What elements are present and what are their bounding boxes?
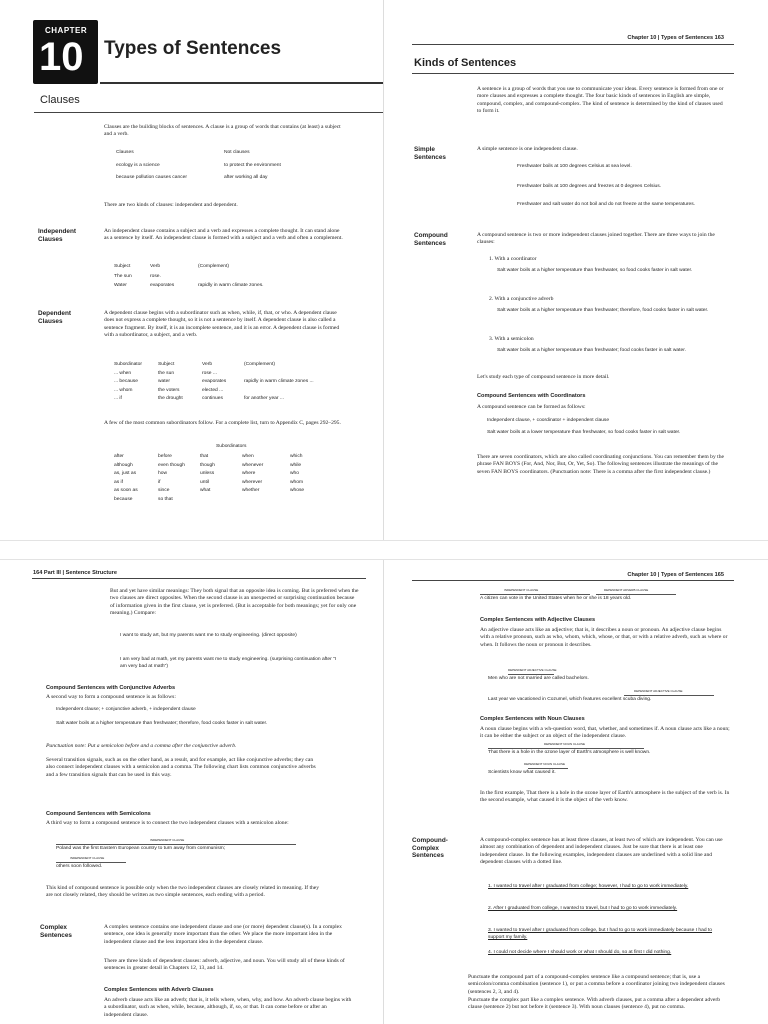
coordinators-text: A compound sentence can be formed as follows: <box>477 404 586 410</box>
table-cell: evaporates <box>150 283 175 289</box>
transition-signals-text: Several transition signals, such as on the other hand, as a result, and for example, act like conjunctive adverbs; they can also connect independent clauses with a semicolon and a comma. The following chart lists common conjunctive adverbs and a few transition signals that can be used in this way. <box>46 757 316 778</box>
table-cell: whether <box>242 488 260 494</box>
conjunctive-adverb-example: Salt water boils at a higher temperature than freshwater; therefore, food cooks faster in salt water. <box>56 721 268 726</box>
clause-label-rule <box>480 594 590 595</box>
table-cell: water <box>158 379 170 385</box>
noun-clauses-heading: Complex Sentences with Noun Clauses <box>480 716 585 722</box>
table-cell: the voters <box>158 387 180 393</box>
conjunctive-adverbs-heading: Compound Sentences with Conjunctive Adverbs <box>46 685 176 691</box>
header-rule <box>412 44 734 45</box>
clause-label: DEPENDENT ADVERB CLAUSE <box>604 588 649 592</box>
coordinators-heading: Compound Sentences with Coordinators <box>477 393 586 399</box>
clause-example: because pollution causes cancer <box>116 175 187 181</box>
dependent-clauses-text: A dependent clause begins with a subordinator such as when, while, if, that, or who. A dependent clause does not express a complete thought, so it is not a sentence by itself. A dependent clause is also called a sentence fragment. By itself, it is an incomplete sentence, and it is an error. A dependent clause is formed with a subordinator, a subject, and a verb. <box>104 310 340 339</box>
compound-complex-example-4: 4. I could not decide where I should work or what I should do, so at first I did nothing. <box>488 950 672 955</box>
compound-sentences-heading: Compound Sentences <box>414 232 448 247</box>
kinds-intro: A sentence is a group of words that you use to communicate your ideas. Every sentence is formed from one or more clauses and expresses a complete thought. The four basic kinds of sentences in English are simple, compound, complex, and compound-complex. The kind of sentence is determined by the kind of clauses used to form it. <box>477 86 724 115</box>
adverb-clauses-text: An adverb clause acts like an adverb; that is, it tells where, when, why, and how. An adverb clause begins with a subordinator, such as when, while, because, although, if, so, or that. It can come before or after an independent clause. <box>104 997 352 1018</box>
page-164 <box>0 560 384 1024</box>
header-rule <box>412 580 734 581</box>
table-cell: before <box>158 454 172 459</box>
dependent-clause-table <box>114 362 354 403</box>
complex-sentences-heading: Complex Sentences <box>40 924 72 939</box>
table-cell: how <box>158 471 167 477</box>
table-cell: as, just as <box>114 471 137 477</box>
table-cell: as soon as <box>114 488 138 494</box>
table-cell: the sun <box>158 370 175 376</box>
semicolon-example-2: others soon followed. <box>56 864 103 869</box>
compound-complex-example-1: 1. I wanted to travel after I graduated from college; however, I had to go to work immediately. <box>488 884 689 889</box>
table-cell <box>244 388 354 395</box>
semicolon-example-1: Poland was the first Eastern European country to turn away from communism; <box>56 846 226 851</box>
clauses-intro: Clauses are the building blocks of sentences. A clause is a group of words that contains (at least) a subject and a verb. <box>104 124 341 138</box>
table-cell: Water <box>114 283 127 289</box>
noun-example-2: Scientists know what caused it. <box>488 770 556 775</box>
table-cell: whose <box>290 488 305 494</box>
independent-clauses-text: An independent clause contains a subject and a verb and expresses a complete thought. It can stand alone as a sentence by itself. An independent clause is formed with a subject and a verb and often a complement. <box>104 228 343 242</box>
table-cell: wherever <box>242 479 263 485</box>
conjunctive-adverb-formula: Independent clause; + conjunctive adverb, + independent clause <box>56 707 196 712</box>
running-header: Chapter 10 | Types of Sentences 165 <box>627 572 724 578</box>
subordinators-heading: Subordinators <box>216 444 247 449</box>
clause-example: ecology is a science <box>116 162 160 168</box>
independent-clause-table <box>114 264 334 290</box>
adverb-clauses-heading: Complex Sentences with Adverb Clauses <box>104 987 214 993</box>
but-yet-text: But and yet have similar meanings: They both signal that an opposite idea is coming. But is preferred when the two clauses are direct opposites. When the second clause is an unexpected or surprising continuation because of information given in the first clause, yet is preferred. (But is acceptable for both meanings; yet for only one meaning.) Compare: <box>110 588 359 617</box>
table-cell: Subordinator <box>114 362 143 367</box>
way-1-example: Salt water boils at a higher temperature than freshwater, so food cooks faster in salt water. <box>497 268 693 273</box>
clause-label-rule <box>488 748 644 749</box>
section-heading: Kinds of Sentences <box>414 57 517 69</box>
table-cell <box>244 371 354 378</box>
clause-label: DEPENDENT ADJECTIVE CLAUSE <box>634 689 683 693</box>
clauses-example-table <box>116 150 316 182</box>
adverb-clause-example: A citizen can vote in the United States when he or she is 18 years old. <box>480 596 632 601</box>
table-cell: what <box>200 488 211 494</box>
independent-clauses-heading: Independent Clauses <box>38 228 76 243</box>
table-cell: when <box>242 454 254 459</box>
way-2-example: Salt water boils at a higher temperature than freshwater; therefore, food cooks faster in salt water. <box>497 308 709 313</box>
clause-label-rule <box>596 594 676 595</box>
title-rule <box>100 82 384 84</box>
table-cell: (Complement) <box>198 264 229 269</box>
clause-label: INDEPENDENT CLAUSE <box>150 838 185 842</box>
complex-sentences-text: A complex sentence contains one independent clause and one (or more) dependent clause(s). In a complex sentence, one idea is generally more important than the other. We place the more important idea in the independent clause and the less important idea in the dependent clause. <box>104 924 342 945</box>
table-cell: for another year ... <box>244 396 284 402</box>
complex-sentences-more: There are three kinds of dependent clauses: adverb, adjective, and noun. You will study all of these kinds of sentences in greater detail in Chapters 12, 13, and 14. <box>104 958 345 972</box>
table-cell <box>200 497 242 504</box>
header-rule <box>32 578 366 579</box>
table-cell: ... when <box>114 370 132 376</box>
noun-clauses-more: In the first example, That there is a hole in the ozone layer of Earth's atmosphere is the subject of the verb is. In the second example, what caused it is the object of the verb know. <box>480 790 730 804</box>
table-cell <box>198 274 334 281</box>
table-cell: evaporates <box>202 379 227 385</box>
compound-complex-example-2: 2. After I graduated from college, I wanted to travel, but I had to go to work immediately. <box>488 906 678 911</box>
simple-sentences-text: A simple sentence is one independent clause. <box>477 146 578 152</box>
adjective-clauses-text: An adjective clause acts like an adjective; that is, it describes a noun or pronoun. An adjective clause begins with a relative pronoun, such as who, whom, which, whose, or that, or with a relative adverb, such as where or when. It follows the noun or pronoun it describes. <box>480 627 728 648</box>
table-cell: unless <box>200 471 215 477</box>
semicolons-text: A third way to form a compound sentence is to connect the two independent clauses with a semicolon alone: <box>46 820 289 826</box>
col-not-clauses: Not clauses <box>224 150 250 155</box>
table-cell: rose. <box>150 273 161 279</box>
chapter-number: 10 <box>39 35 84 79</box>
study-note: Let's study each type of compound sentence in more detail. <box>477 374 610 380</box>
table-cell: that <box>200 454 209 459</box>
chapter-badge <box>33 20 98 84</box>
fanboys-text: There are seven coordinators, which are also called coordinating conjunctions. You can remember them by the phrase FAN BOYS (For, And, Nor, But, Or, Yet, So). The following sentences illustrate the meanings of the seven FAN BOYS coordinators. (Punctuation note: There is a comma after the first independent clause.) <box>477 454 724 475</box>
clause-label: INDEPENDENT CLAUSE <box>70 856 105 860</box>
noun-clauses-text: A noun clause begins with a wh-question word, that, whether, and sometimes if. A noun clause acts like a noun; it can be either the subject or an object of the independent clause. <box>480 726 730 740</box>
clause-label: DEPENDENT NOUN CLAUSE <box>544 742 585 746</box>
clause-label: INDEPENDENT CLAUSE <box>504 588 539 592</box>
table-cell: (Complement) <box>244 362 275 367</box>
table-cell: where <box>242 471 256 477</box>
clause-label-rule <box>56 844 296 845</box>
table-cell <box>242 497 290 504</box>
running-header: Chapter 10 | Types of Sentences 163 <box>627 35 724 41</box>
table-cell: although <box>114 462 133 468</box>
clause-label-rule <box>624 695 714 696</box>
table-cell: whenever <box>242 462 264 468</box>
chapter-label: CHAPTER <box>45 26 88 35</box>
way-1: 1. With a coordinator <box>489 256 537 262</box>
table-cell: though <box>200 462 215 468</box>
page-162 <box>0 0 384 540</box>
simple-example-3: Freshwater and salt water do not boil and do not freeze at the same temperatures. <box>517 202 696 207</box>
conjunctive-adverbs-text: A second way to form a compound sentence is as follows: <box>46 694 176 700</box>
table-cell: who <box>290 471 299 477</box>
clause-label: DEPENDENT NOUN CLAUSE <box>524 762 565 766</box>
table-cell: if <box>158 479 161 485</box>
dependent-clauses-heading: Dependent Clauses <box>38 310 72 325</box>
compound-complex-heading: Compound-Complex Sentences <box>412 837 448 860</box>
simple-example-2: Freshwater boils at 100 degrees and freezes at 0 degrees Celsius. <box>517 184 662 189</box>
clause-label-rule <box>528 768 568 769</box>
table-cell: continues <box>202 396 223 402</box>
way-2: 2. With a conjunctive adverb <box>489 296 554 302</box>
table-cell: whom <box>290 479 304 485</box>
clause-label: DEPENDENT ADJECTIVE CLAUSE <box>508 668 557 672</box>
table-cell: because <box>114 496 133 502</box>
table-cell: until <box>200 479 209 485</box>
way-3-example: Salt water boils at a higher temperature than freshwater; food cooks faster in salt water. <box>497 348 686 353</box>
simple-sentences-heading: Simple Sentences <box>414 146 446 161</box>
table-cell: ... if <box>114 396 122 402</box>
table-cell: rapidly in warm climate zones ... <box>244 379 314 385</box>
table-cell: Subject <box>158 362 175 367</box>
clause-label-rule <box>56 862 126 863</box>
page-163 <box>384 0 768 540</box>
punctuation-note: Punctuation note: Put a semicolon before and a comma after the conjunctive adverb. <box>46 743 237 749</box>
compare-example-2: I am very bad at math, yet my parents want me to study engineering. (surprising continuation after "I am very bad at math") <box>120 657 337 669</box>
spread-separator <box>0 540 768 560</box>
subordinators-table <box>114 454 344 504</box>
semicolons-heading: Compound Sentences with Semicolons <box>46 811 151 817</box>
page-title: Types of Sentences <box>104 38 282 59</box>
table-cell: which <box>290 454 303 459</box>
table-cell: even though <box>158 462 185 468</box>
clauses-heading: Clauses <box>40 94 80 106</box>
table-cell: elected ... <box>202 387 224 393</box>
semicolons-more: This kind of compound sentence is possible only when the two independent clauses are closely related in meaning. If they are not closely related, they should be written as two simple sentences, each ending with a period. <box>46 885 320 899</box>
table-cell: since <box>158 488 170 494</box>
adjective-example-1: Men who are not married are called bachelors. <box>488 676 589 681</box>
table-cell: ... whom <box>114 387 133 393</box>
compound-complex-example-3: 3. I wanted to travel after I graduated from college, but I had to go to work immediately because I had to support my family. <box>488 928 713 940</box>
subordinators-note: A few of the most common subordinators follow. For a complete list, turn to Appendix C, pages 292–295. <box>104 420 341 426</box>
compare-example-1: I want to study art, but my parents want me to study engineering. (direct opposite) <box>120 633 297 638</box>
running-header: 164 Part III | Sentence Structure <box>33 570 117 576</box>
noun-example-1: That there is a hole in the ozone layer of Earth's atmosphere is well known. <box>488 750 651 755</box>
two-kinds: There are two kinds of clauses: independent and dependent. <box>104 202 238 208</box>
adjective-example-2: Last year we vacationed in Cozumel, which features excellent scuba diving. <box>488 697 652 702</box>
table-cell: so that <box>158 496 173 502</box>
table-cell: Subject <box>114 264 131 269</box>
not-clause-example: to protect the environment <box>224 162 281 168</box>
table-cell: rose ... <box>202 370 217 376</box>
table-cell: as if <box>114 479 123 485</box>
coordinator-example: Salt water boils at a lower temperature than freshwater, so food cooks faster in salt water. <box>487 430 681 435</box>
table-cell: the drought <box>158 396 183 402</box>
col-clauses: Clauses <box>116 150 134 155</box>
page-165 <box>384 560 768 1024</box>
section-rule <box>412 73 734 74</box>
table-cell <box>290 497 344 504</box>
table-cell: after <box>114 454 124 459</box>
compound-complex-text: A compound-complex sentence has at least three clauses, at least two of which are independent. You can use almost any combination of dependent and independent clauses. Just be sure that there is at least one independent clause. In the following examples, independent clauses are underlined with a solid line and dependent clauses with a dotted line. <box>480 837 723 866</box>
compound-sentences-text: A compound sentence is two or more independent clauses joined together. There are three ways to join the clauses: <box>477 232 715 246</box>
punctuation-complex-text: Punctuate the complex part like a complex sentence. With adverb clauses, put a comma after a dependent adverb clause (sentence 2) but not before it (sentence 3). With noun clauses (sentence 4), put no comma. <box>468 997 721 1011</box>
adjective-clauses-heading: Complex Sentences with Adjective Clauses <box>480 617 596 623</box>
section-rule <box>34 112 384 113</box>
coordinator-formula: Independent clause, + coordinator + independent clause <box>487 418 610 423</box>
table-cell: ... because <box>114 379 138 385</box>
table-cell: Verb <box>202 362 213 367</box>
simple-example-1: Freshwater boils at 100 degrees Celsius at sea level. <box>517 164 632 169</box>
punctuation-compound-text: Punctuate the compound part of a compound-complex sentence like a compound sentence; that is, use a semicolon/comma combination (sentence 1), or put a comma before a coordinator joining two independent clauses (sentences 2, 3, and 4). <box>468 974 725 995</box>
table-cell: rapidly in warm climate zones. <box>198 283 264 289</box>
way-3: 3. With a semicolon <box>489 336 534 342</box>
table-cell: The sun <box>114 273 132 279</box>
not-clause-example: after working all day <box>224 175 268 181</box>
clause-label-rule <box>508 674 554 675</box>
table-cell: Verb <box>150 264 161 269</box>
table-cell: while <box>290 462 302 468</box>
